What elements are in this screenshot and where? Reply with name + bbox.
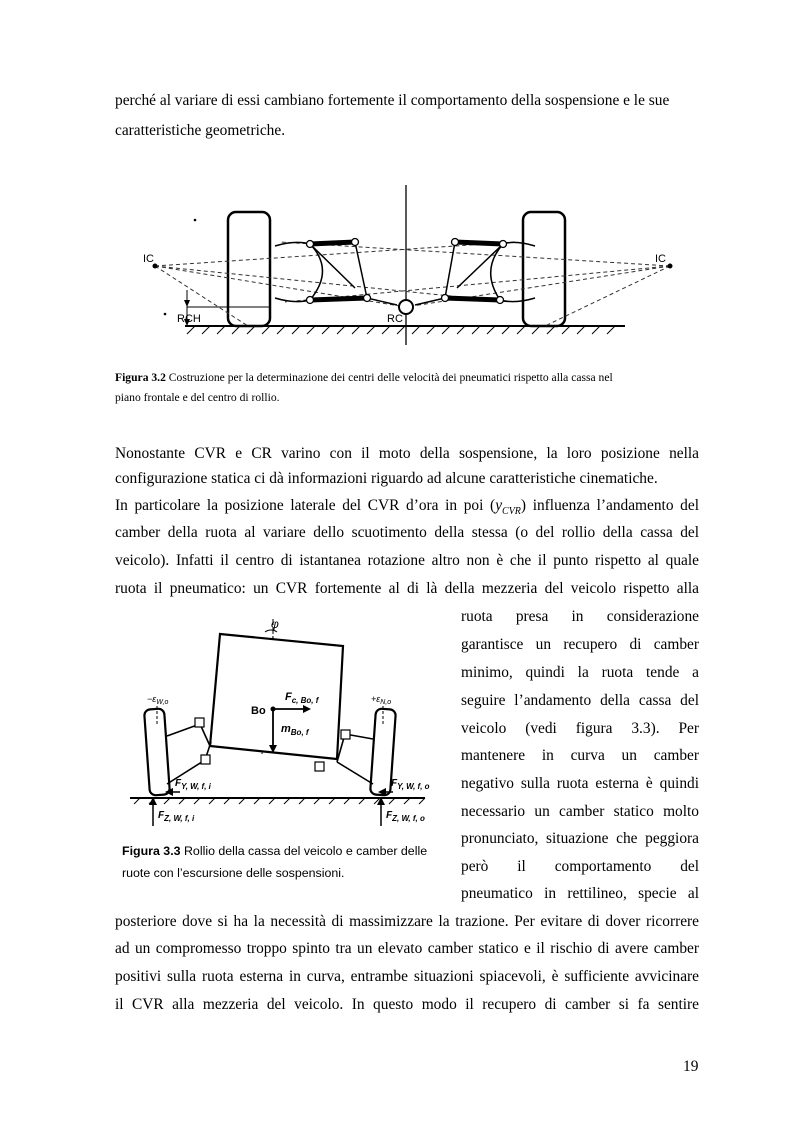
caption-text: ruote con l’escursione delle sospensioni. <box>122 866 345 880</box>
caption-text: Costruzione per la determinazione dei centri delle velocità dei pneumatici rispetto alla cassa nel <box>165 371 613 384</box>
page-number: 19 <box>683 1058 699 1075</box>
ic-left-label: IC <box>143 253 154 265</box>
rc-label: RC <box>387 313 403 325</box>
bo-label: Bo <box>251 705 266 717</box>
roll-center-marker <box>399 300 413 314</box>
text-fragment: ) influenza l’andamento del <box>520 497 699 514</box>
text-line: camber della ruota al variare dello scuotimento della stessa (o del rollio della cassa del <box>115 524 699 541</box>
fy-left-subscript: Y, W, f, i <box>181 782 211 791</box>
text-line: seguire l’andamento della cassa del <box>461 692 699 709</box>
left-wheel <box>228 212 270 326</box>
text-line: configurazione statica ci dà informazioni riguardo ad alcune caratteristiche cinematiche. <box>115 470 658 487</box>
caption-label: Figura 3.2 <box>115 371 166 384</box>
m-subscript: Bo, f <box>290 728 309 737</box>
svg-text:FY, W, f, o <box>391 778 430 791</box>
fz-left-label: F <box>158 810 165 821</box>
vehicle-body <box>210 634 343 759</box>
variable-subscript: CVR <box>502 506 521 518</box>
text-line: ruota il pneumatico: un CVR fortemente al di là della mezzeria del veicolo rispetto alla <box>115 580 699 597</box>
caption-label: Figura 3.3 <box>122 844 181 858</box>
fy-right-subscript: Y, W, f, o <box>397 782 430 791</box>
figure-3-2-diagram <box>135 180 695 350</box>
svg-text:FY, W, f, i <box>175 778 212 791</box>
fz-left-subscript: Z, W, f, i <box>164 814 195 823</box>
text-line: ruota presa in considerazione <box>461 608 699 625</box>
fc-subscript: c, Bo, f <box>291 696 319 705</box>
figure-3-2-caption <box>115 368 699 408</box>
text-line: necessario un camber statico molto <box>461 803 699 820</box>
phi-label: φ <box>271 617 279 631</box>
text-line: veicolo (vedi figura 3.3). Per <box>461 720 699 737</box>
text-line: positivi sulla ruota esterna in curva, entrambe situazioni spiacevoli, è sufficiente avvicinare <box>115 968 699 985</box>
m-label: m <box>281 723 291 735</box>
figure-3-3-diagram <box>125 614 430 834</box>
text-line: pronunciato, situazione che peggiora <box>461 830 699 847</box>
text-line: però il comportamento del <box>461 858 699 875</box>
eps-right-label: +ε <box>371 694 381 704</box>
text-line: minimo, quindi la ruota tende a <box>461 664 699 681</box>
svg-text:+εN,o <box>371 694 391 706</box>
svg-text:FZ, W, f, o <box>386 810 425 823</box>
text-line: ad un compromesso troppo spinto tra un elevato camber statico e il rischio di avere camber <box>115 940 699 957</box>
text-line: caratteristiche geometriche. <box>115 122 286 139</box>
text-line: garantisce un recupero di camber <box>461 636 699 653</box>
text-line: mantenere in curva un camber <box>461 747 699 764</box>
caption-text: piano frontale e del centro di rollio. <box>115 391 280 404</box>
text-line <box>115 497 699 517</box>
svg-text:−εW,o <box>147 694 169 706</box>
figure-3-3-caption <box>122 840 442 884</box>
fc-label: F <box>285 691 292 703</box>
text-line: Nonostante CVR e CR varino con il moto della sospensione, la loro posizione nella <box>115 445 699 462</box>
text-fragment: In particolare la posizione laterale del CVR d’ora in poi ( <box>115 497 496 514</box>
eps-left-label: −ε <box>147 694 157 704</box>
text-line: posteriore dove si ha la necessità di massimizzare la trazione. Per evitare di dover ricorrere <box>115 913 699 930</box>
text-line: pneumatico in rettilineo, specie al <box>461 885 699 902</box>
text-line: negativo sulla ruota esterna è quindi <box>461 775 699 792</box>
text-line: il CVR alla mezzeria del veicolo. In questo modo il recupero di camber si fa sentire <box>115 996 699 1013</box>
fz-right-label: F <box>386 810 393 821</box>
eps-left-subscript: W,o <box>156 699 169 706</box>
fy-right-label: F <box>391 778 398 789</box>
variable-y: y <box>495 497 503 514</box>
ic-right-point <box>668 264 673 269</box>
svg-text:FZ, W, f, i <box>158 810 195 823</box>
eps-right-subscript: N,o <box>380 699 392 706</box>
fy-left-label: F <box>175 778 182 789</box>
ic-right-label: IC <box>655 253 666 265</box>
right-wheel <box>523 212 565 326</box>
rch-label: RCH <box>177 313 201 325</box>
text-line: veicolo). Infatti il centro di istantanea rotazione altro non è che il punto rispetto al quale <box>115 552 699 569</box>
fz-right-subscript: Z, W, f, o <box>392 814 425 823</box>
caption-text: Rollio della cassa del veicolo e camber delle <box>180 844 428 858</box>
text-line: perché al variare di essi cambiano fortemente il comportamento della sospensione e le sue <box>115 92 670 109</box>
